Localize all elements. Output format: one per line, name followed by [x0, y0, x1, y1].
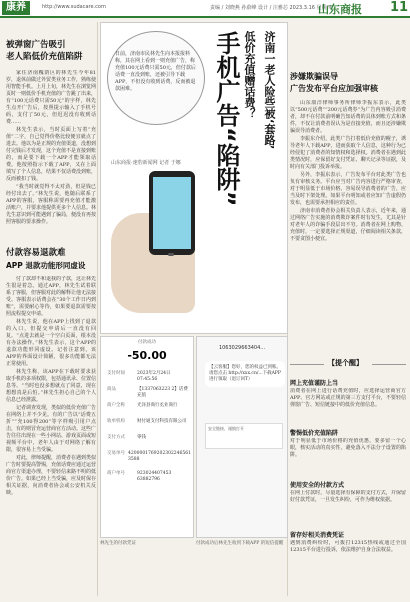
- illustration-caption: 山东商报·速豹新闻网 记者 于娜: [111, 160, 181, 166]
- receipt-key: 收单机构: [107, 419, 125, 424]
- receipt-value: 4200001769202302246561 3588: [128, 451, 191, 462]
- receipt-row: [107, 403, 191, 409]
- intro-text: 日前，济南市民林先生向本报报料称，其在网上看到一则充值广告，称充值100元话费只需50元，但付款后话费一直没到账，还被引导下载APP，不但没有收到话费，反而被退款困难。: [115, 51, 196, 92]
- receipt-value: 光泽县商行丞业商行: [137, 403, 178, 408]
- sms-caption: 付款成功后林先生收到下载APP 的短信提醒: [196, 541, 284, 546]
- box-rule: [290, 364, 324, 365]
- left-headline-4: APP 退款功能形同虚设: [6, 261, 86, 270]
- left-headline-2: 老人陷低价充值陷阱: [6, 52, 83, 62]
- left-paragraph: 付了款却不和退我的子款，这让林先生很是着急。通过APP，林先生试着联系了客服，但客服对此的解释让他无法接受。客服表示话费会在“30个工作日内到账”，需要耐心等待，如果要退款需要按照流程提交申请。: [6, 276, 96, 317]
- left-body-a: [6, 70, 96, 242]
- right-paragraph: 济南市消费者协会相关负责人表示，近年来，通过网络广告实施的消费欺诈案件时有发生，尤其是针对老年人的诈骗手段层出不穷。消费者在网上购物、充值时，一定要选择正规渠道，仔细阅读相关条款，不要贪图小便宜。: [290, 208, 406, 242]
- receipt-row: [107, 451, 191, 463]
- section-tag: 康养: [2, 1, 30, 15]
- left-paragraph: 记者调查发现，类似的低价充值广告在网络上并不少见。有的广告以“话费五折”“充100得200”等字样吸引用户点击，有的则冒充运营商官方活动。这些广告往往出现在一些小网站、游戏页面或短视频平台中，老年人由于对网络了解有限，很容易上当受骗。: [6, 405, 96, 453]
- receipt-value: 财付通支付科技有限公司: [137, 419, 187, 424]
- sms-screenshot: [196, 336, 288, 538]
- feature-title-1: 济南一老人险些被‘套路’: [263, 31, 276, 150]
- tip-body: 遇到消费纠纷时，可拨打12315热线或通过全国12315平台进行投诉，依法维护自身合法权益。: [290, 540, 406, 553]
- receipt-amount: -50.00: [127, 349, 167, 362]
- phone-button: [168, 253, 174, 256]
- left-paragraph: “我当时就觉得不太对劲，但是钱已经付出去了。”林先生说，他随后联系了APP的客服，客服称需要再充值才能激活账户，并要求他提供更多个人信息。林先生意识到可能遇到了骗局，便没有再按照客服的要求操作。: [6, 184, 96, 225]
- column-divider: [97, 22, 98, 596]
- receipt-key: 商户单号: [107, 471, 125, 476]
- left-body-b: [6, 276, 96, 598]
- feature-title-2: 低价充值赠话费？: [243, 31, 256, 119]
- tip-body: 在网上付款时，尽量选择有保障的支付方式，并保留好付款凭证，一旦发生纠纷，可作为维权依据。: [290, 490, 406, 503]
- receipt-title: 付款成功: [138, 340, 156, 345]
- tips-title: 【提个醒】: [328, 359, 363, 367]
- page-number: 11: [390, 0, 409, 15]
- sms-message: 【云客服】您好，您的权益已到账。请您点击 http://xxx.cn/...下载APP进行领取（退订回T）: [205, 361, 285, 387]
- tip-heading: 留存好相关消费凭证: [290, 532, 345, 539]
- right-headline-1: 涉嫌欺骗误导: [290, 72, 338, 81]
- left-paragraph: 林先生说，他在APP上找到了退款的入口，但提交申请后一直没有回复。“点进去就是一个空白页面，根本没有办法操作。”林先生表示，这个APP的退款功能形同虚设。记者注意到，该APP的界面设计简陋，很多功能都无法正常使用。: [6, 319, 96, 367]
- tip-heading: 网上充值谨防上当: [290, 380, 339, 387]
- tip-heading: 警惕低价充值陷阱: [290, 430, 339, 437]
- receipt-row: [107, 419, 191, 425]
- left-paragraph: 对此，律师提醒，消费者在遇到类似广告时要提高警惕，充值话费应通过运营商官方渠道办理，不要轻信来路不明的低价广告。如果已经上当受骗，应及时保存相关证据，向消费者协会或公安机关反映。: [6, 455, 96, 496]
- sms-sender: 1063029663404...: [218, 345, 266, 351]
- receipt-key: 商户全称: [107, 403, 125, 408]
- receipt-row: [107, 435, 191, 441]
- editor-meta: 责编 / 刘晓燕 孙蔚峰 设计 / 汪雅芯 2023.3.16 星期四: [210, 5, 332, 11]
- right-paragraph: 另外，李振东表示，广告发布平台对此类广告也负有审核义务。平台应当对广告内容进行严格审查，对于明显低于市场价格、容易误导消费者的广告，应当及时下架处理。如果平台明知或者应知广告虚假仍发布，也需要承担相应的责任。: [290, 172, 406, 206]
- phone-screen: [153, 177, 191, 249]
- receipt-key: 支付方式: [107, 435, 125, 440]
- receipt-value: 【1337063223 2】话费充值: [137, 387, 188, 398]
- newspaper-brand: 山东商报: [318, 3, 362, 16]
- receipt-value: 923024407453 63882796: [137, 471, 172, 482]
- feature-title-3: 手机广告“陷阱”: [212, 31, 240, 207]
- payment-receipt: [100, 336, 194, 538]
- left-paragraph: 林先生称，该APP在下载时要求获取手机的多项权限，包括通讯录、位置信息等。“当时也没多想就点了同意，现在想想真是后怕。”林先生担心自己的个人信息已经泄露。: [6, 369, 96, 403]
- right-body: [290, 100, 406, 352]
- receipt-key: 交易单号: [107, 451, 125, 456]
- receipt-value: 零钱: [137, 435, 146, 440]
- left-headline-3: 付款容易退款难: [6, 248, 66, 258]
- left-paragraph: 林先生表示，当时页面上写着“充值”二字，自己觉得价格比较便宜就点了进去。他以为是正规的充值渠道，没想到付完钱后才发现，这个充值不是直接到账的，而是要下载一个APP才能领取话费。他按照指示下载了APP，又在上面填写了个人信息，结果不仅话费没到账，反而被扣了钱。: [6, 127, 96, 182]
- receipt-row: [107, 371, 191, 383]
- receipt-key: 支付时间: [107, 371, 125, 376]
- right-paragraph: 山东康洋律师事务所律师李振东表示，此类以“500元话费”“200元话费券”为广告内容吸引消费者，却不在付款前明确告知话费的具体到账方式和条件，不仅让消费者误认为是直接充值，而且还涉嫌欺骗误导消费者。: [290, 100, 406, 134]
- feature-illustration: [100, 22, 288, 334]
- left-paragraph: 家住济南槐荫区的林先生今年81岁，退休前做过外贸类业务工作，熟练使用智能手机。上月上旬，林先生在浏览网页时一则低价手机充值的广告跳了出来，有“100元话费只需50元”的字样，林先生点开广告后，按照提示输入了手机号码，支付了50元，但迟迟没有收到话费……: [6, 70, 96, 125]
- tip-heading: 使用安全的付款方式: [290, 482, 345, 489]
- right-paragraph: 李振东介绍，此类广告打着低价充值的幌子，诱导老年人下载APP，进而获取个人信息，这种行为已经侵犯了消费者的知情权和选择权。消费者在遇到此类情况时，应保留好支付凭证、聊天记录等证据，及时向有关部门投诉举报。: [290, 136, 406, 170]
- tip-body: 对于明显低于市场价格的充值优惠，要多留一个心眼，核实活动的真实性，避免落入不法分子设置的陷阱。: [290, 438, 406, 458]
- tip-body: 消费者在网上进行话费充值时，应选择运营商官方APP、官方网站或正规的第三方支付平台，不要轻信弹窗广告、短信链接中的低价充值信息。: [290, 388, 406, 408]
- receipt-row: [107, 471, 191, 483]
- page-header: [0, 0, 410, 18]
- box-rule: [372, 364, 406, 365]
- site-url: http://www.sudacare.com: [42, 4, 106, 10]
- receipt-row: [107, 387, 191, 399]
- receipt-key: 商品: [107, 387, 116, 392]
- tips-box-title: [290, 356, 406, 372]
- sms-link-card: 安全链接，谨慎打开: [205, 423, 283, 449]
- receipt-value: 2023年2月24日 07:45:56: [137, 371, 171, 382]
- left-headline-1: 被弹窗广告吸引: [6, 40, 66, 50]
- receipt-caption: 林先生的付款凭证: [100, 541, 136, 546]
- right-headline-2: 广告发布平台应加强审核: [290, 84, 378, 93]
